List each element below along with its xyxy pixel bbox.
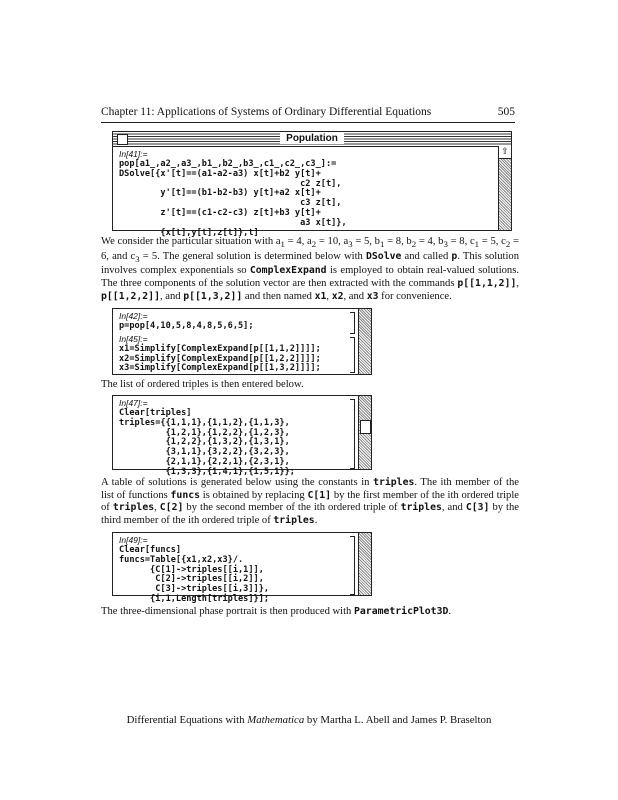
chapter-title: Chapter 11: Applications of Systems of Ordinary Differential Equations (101, 106, 432, 118)
input-label: In[47]:= (119, 398, 148, 408)
input-label: In[42]:= (119, 311, 148, 321)
paragraph-2: The list of ordered triples is then entered below. (101, 379, 304, 390)
notebook-cell-4[interactable] (112, 532, 372, 604)
input-label: In[49]:= (119, 535, 148, 545)
book-title-emphasis: Mathematica (247, 714, 305, 726)
paragraph-3: A table of solutions is generated below using the constants in triples. The ith member of the list of functions funcs is obtained by replacing C[1] by the first member of the ith ordered triple of triples, C[2] by the second member of the ith ordered triple of triples, and C[3] by the third member of the ith ordered triple of triples. (101, 477, 519, 526)
page-number: 505 (497, 106, 515, 118)
population-window[interactable] (112, 131, 512, 238)
vertical-scrollbar[interactable] (498, 159, 511, 230)
code-text[interactable]: x1=Simplify[ComplexExpand[p[[1,1,2]]]]; x2=Simplify[ComplexExpand[p[[1,2,2]]]]; x3=Simplify[ComplexExpand[p[[1,3,2]]]]; (119, 343, 321, 374)
code-text[interactable]: Clear[funcs] funcs=Table[{x1,x2,x3}/. {C[1]->triples[[i,1]], C[2]->triples[[i,2]], C[3]->triples[[i,3]]}, {i,1,Length[triples]}]; (119, 545, 270, 604)
input-label: In[45]:= (119, 333, 148, 344)
close-box-icon[interactable] (117, 134, 128, 145)
code-text[interactable]: p=pop[4,10,5,8,4,8,5,6,5]; (119, 321, 254, 331)
scroll-up-arrow-icon[interactable]: ⇧ (498, 146, 511, 159)
scroll-thumb[interactable] (360, 420, 371, 434)
paragraph-4: The three-dimensional phase portrait is then produced with ParametricPlot3D. (101, 606, 452, 617)
code-text[interactable]: pop[a1_,a2_,a3_,b1_,b2_,b3_,c1_,c2_,c3_]:= DSolve[{x'[t]==(a1-a2-a3) x[t]+b2 y[t]+ c2 z[t], y'[t]==(b1-b2-b3) y[t]+a2 x[t]+ c3 z[t], z'[t]==(c1-c2-c3) z[t]+b3 y[t]+ a3 x[t]}, {x[t],y[t],z[t]},t] (119, 159, 347, 238)
cell-bracket[interactable] (350, 399, 355, 469)
code-text[interactable]: Clear[triples] triples={{1,1,1},{1,1,2},{1,1,3}, {1,2,1},{1,2,2},{1,2,3}, {1,2,2},{1,3,2},{1,3,1}, {3,1,1},{3,2,2},{3,2,3}, {2,1,1},{2,2,1},{2,3,1}, {1,3,3},{1,4,1},{1,5,1}}; (119, 408, 295, 477)
window-title: Population (280, 133, 344, 144)
notebook-cell-3[interactable] (112, 395, 372, 477)
notebook-cell-2[interactable] (112, 308, 372, 375)
cell-3-scrollbar[interactable] (358, 396, 371, 469)
page-footer: Differential Equations with Mathematica by Martha L. Abell and James P. Braselton (126, 714, 492, 726)
cell-bracket[interactable] (350, 312, 355, 334)
cell-bracket[interactable] (350, 337, 355, 373)
header-rule (101, 122, 515, 123)
paragraph-1: We consider the particular situation with $a_1 = 4$, $a_2 = 10$, $a_3 = 5$, $b_1 = 8$, $b_2 = 4$, $b_3 = 8$, $c_1 = 5$, $c_2 = 6$, and $c_3 = 5$. The general solution is determined below with DSolve and called p. This solution involves complex exponentials so ComplexExpand is employed to obtain real-valued solutions. The three components of the solution vector are then extracted with the commands p[[1,1,2]], p[[1,2,2]], and p[[1,3,2]] and then named x1, x2, and x3 for convenience. (101, 236, 520, 302)
input-cell[interactable] (119, 149, 347, 238)
running-header (101, 106, 515, 118)
input-label: In[41]:= (119, 149, 148, 159)
cell-4-scrollbar[interactable] (358, 533, 371, 595)
window-titlebar[interactable] (113, 132, 511, 147)
cell-bracket[interactable] (350, 536, 355, 595)
cell-2-scrollbar[interactable] (358, 309, 371, 374)
